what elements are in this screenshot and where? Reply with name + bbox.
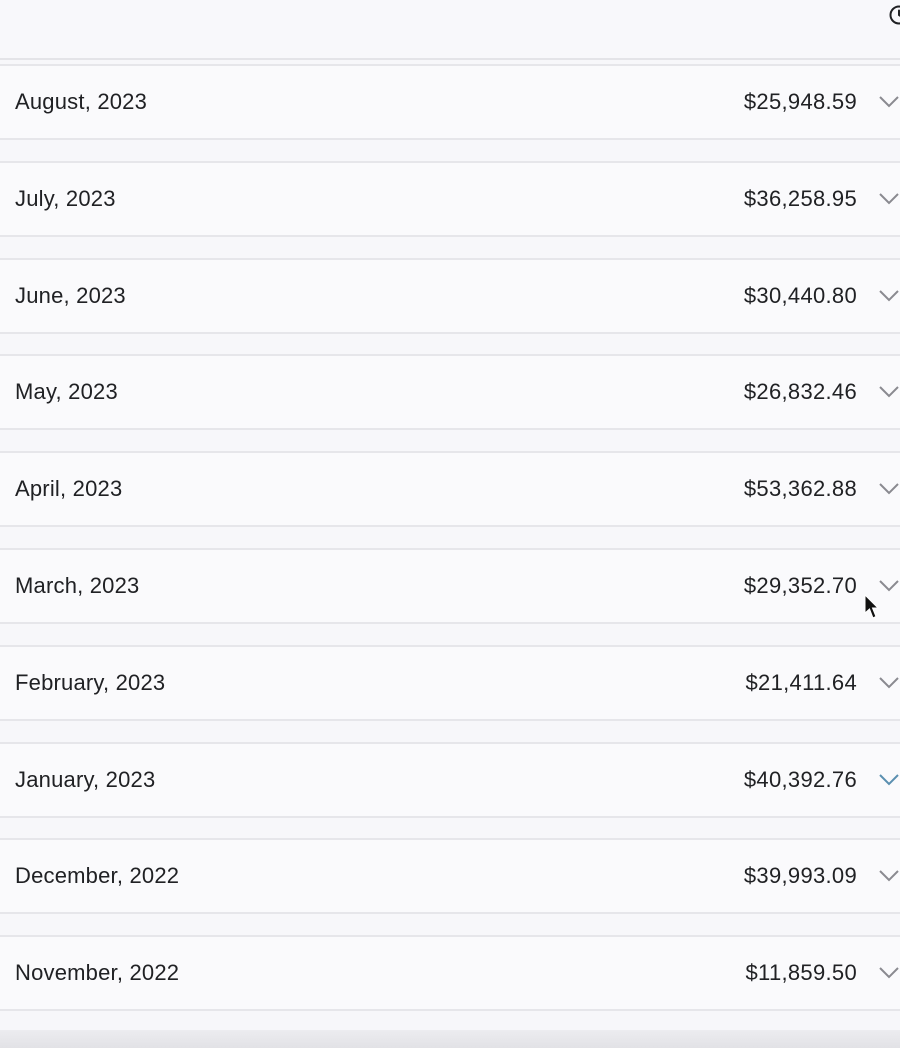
month-row-august-2023[interactable] [0, 64, 900, 140]
chevron-down-icon[interactable] [878, 482, 900, 496]
chevron-down-icon[interactable] [878, 385, 900, 399]
month-amount: $40,392.76 [743, 766, 857, 792]
month-label: May, 2023 [15, 379, 118, 405]
month-label: February, 2023 [15, 669, 166, 695]
month-label: January, 2023 [15, 766, 156, 792]
month-amount: $21,411.64 [745, 669, 857, 695]
chevron-down-icon[interactable] [878, 966, 900, 980]
month-row-may-2023[interactable] [0, 354, 900, 430]
month-label: April, 2023 [15, 476, 123, 502]
chevron-down-icon[interactable] [878, 869, 900, 883]
month-amount: $53,362.88 [743, 476, 857, 502]
chevron-down-icon[interactable] [878, 95, 900, 109]
month-amount: $39,993.09 [743, 863, 857, 889]
month-amount: $36,258.95 [743, 185, 857, 211]
month-label: December, 2022 [15, 863, 180, 889]
month-row-march-2023[interactable] [0, 548, 900, 624]
chevron-down-icon[interactable] [878, 289, 900, 303]
month-row-july-2023[interactable] [0, 161, 900, 237]
chevron-down-icon[interactable] [878, 579, 900, 593]
month-amount: $30,440.80 [743, 282, 857, 308]
month-label: March, 2023 [15, 572, 140, 598]
month-amount: $29,352.70 [743, 572, 857, 598]
monthly-totals-list [0, 64, 900, 1032]
month-row-february-2023[interactable] [0, 645, 900, 721]
month-row-november-2022[interactable] [0, 935, 900, 1011]
month-amount: $26,832.46 [743, 379, 857, 405]
clock-icon[interactable] [888, 4, 900, 26]
month-label: August, 2023 [15, 89, 148, 114]
month-amount: $25,948.59 [743, 89, 857, 114]
chevron-down-icon[interactable] [878, 773, 900, 787]
bottom-edge [0, 1030, 900, 1048]
month-label: July, 2023 [15, 185, 116, 211]
month-row-april-2023[interactable] [0, 451, 900, 527]
month-label: June, 2023 [15, 282, 126, 308]
month-label: November, 2022 [15, 960, 180, 986]
month-row-january-2023[interactable] [0, 742, 900, 818]
top-bar [0, 0, 900, 60]
month-row-december-2022[interactable] [0, 838, 900, 914]
chevron-down-icon[interactable] [878, 192, 900, 206]
chevron-down-icon[interactable] [878, 676, 900, 690]
month-amount: $11,859.50 [745, 960, 857, 986]
month-row-june-2023[interactable] [0, 258, 900, 334]
